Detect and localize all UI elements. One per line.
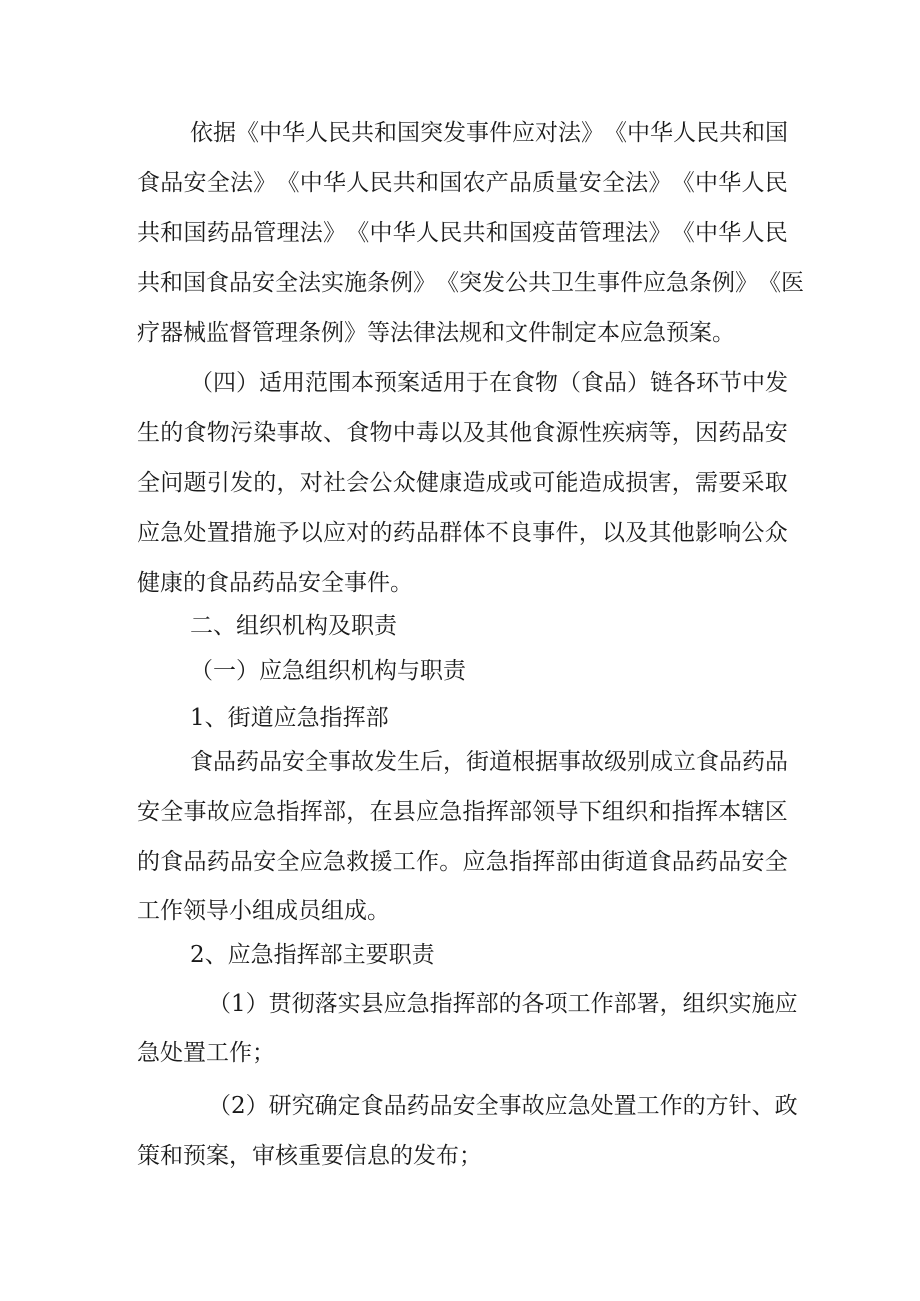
paragraph-line: 依 据 《 中 华 人 民 共 和 国 突 发 事 件 应 对 法 》 《 中 华 人 民 共 和 国: [190, 120, 788, 146]
paragraph-line: 食 品 药 品 安 全 事 故 发 生 后 ， 街 道 根 据 事 故 级 别 成 立 食 品 药 品: [190, 749, 788, 775]
paragraph-line: 食 品 安 全 法 》 《 中 华 人 民 共 和 国 农 产 品 质 量 安 全 法 》 《 中 华 人 民: [137, 170, 788, 196]
paragraph-line: 策和预案，审核重要信息的发布；: [137, 1143, 482, 1169]
paragraph-line: 急处置工作；: [137, 1040, 275, 1066]
paragraph-line: 疗器械监督管理条例》等法律法规和文件制定本应急预案。: [137, 320, 735, 346]
paragraph-line: 应 急 处 置 措 施 予 以 应 对 的 药 品 群 体 不 良 事 件 ， 以 及 其 他 影 响 公 众: [137, 520, 788, 546]
paragraph-line: 全 问 题 引 发 的 ， 对 社 会 公 众 健 康 造 成 或 可 能 造 成 损 害 ， 需 要 采 取: [137, 470, 788, 496]
paragraph-line: （ 1 ） 贯 彻 落 实 县 应 急 指 挥 部 的 各 项 工 作 部 署 ， 组 织 实 施 应: [208, 991, 798, 1017]
paragraph-line: （ 四 ） 适 用 范 围 本 预 案 适 用 于 在 食 物 （ 食 品 ） 链 各 环 节 中 发: [190, 370, 788, 396]
item-heading: 2、应急指挥部主要职责: [190, 942, 435, 968]
paragraph-line: 共 和 国 药 品 管 理 法 》 《 中 华 人 民 共 和 国 疫 苗 管 理 法 》 《 中 华 人 民: [137, 220, 788, 246]
paragraph-line: 共 和 国 食 品 安 全 法 实 施 条 例 》 《 突 发 公 共 卫 生 事 件 应 急 条 例 》 《 医: [137, 270, 804, 296]
paragraph-line: 的 食 品 药 品 安 全 应 急 救 援 工 作 。 应 急 指 挥 部 由 街 道 食 品 药 品 安 全: [137, 849, 788, 875]
item-heading: 1、街道应急指挥部: [190, 705, 389, 731]
paragraph-line: 健康的食品药品安全事件。: [137, 570, 413, 596]
paragraph-line: （ 2 ） 研 究 确 定 食 品 药 品 安 全 事 故 应 急 处 置 工 作 的 方 针 、 政: [208, 1093, 798, 1119]
paragraph-line: 工作领导小组成员组成。: [137, 898, 390, 924]
paragraph-line: 安 全 事 故 应 急 指 挥 部 ， 在 县 应 急 指 挥 部 领 导 下 组 织 和 指 挥 本 辖 区: [137, 799, 788, 825]
subsection-heading: （一）应急组织机构与职责: [190, 658, 466, 684]
paragraph-line: 生 的 食 物 污 染 事 故 、 食 物 中 毒 以 及 其 他 食 源 性 疾 病 等 ， 因 药 品 安: [137, 420, 788, 446]
section-heading: 二、组织机构及职责: [190, 613, 397, 639]
